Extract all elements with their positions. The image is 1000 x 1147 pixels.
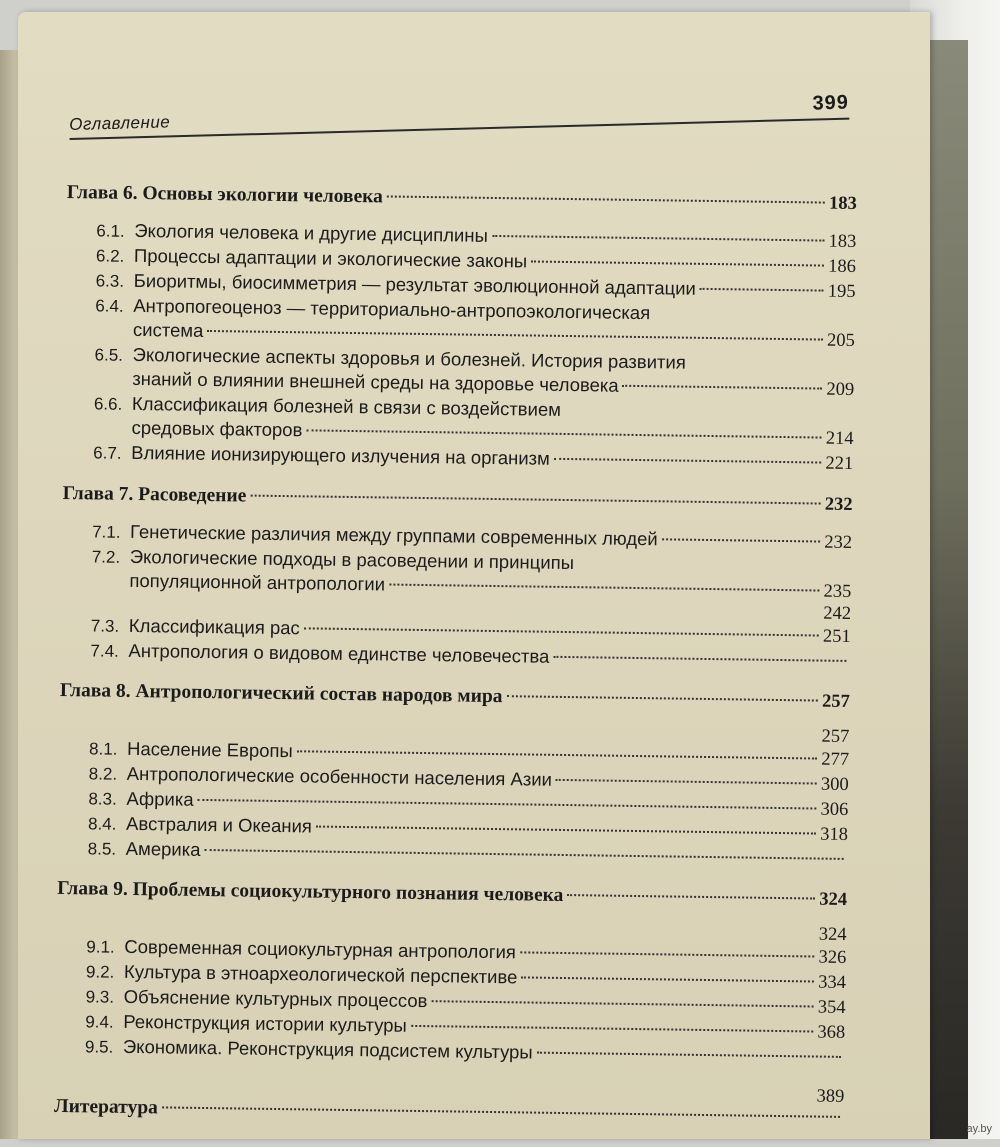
running-title: Оглавление (68, 112, 171, 135)
section-number: 6.2. (95, 246, 125, 266)
dot-leader (198, 799, 817, 810)
dot-leader (700, 288, 824, 292)
section-number-spacer (94, 433, 132, 434)
chapter-title: Глава 9. Проблемы социокультурного познания человека (57, 877, 564, 906)
chapter-title-line (57, 878, 847, 911)
section-number: 7.2. (91, 547, 121, 567)
page-ref: 221 (825, 453, 854, 474)
page-ref: 257 (821, 726, 850, 747)
section-title-cont: средовых факторов (131, 416, 303, 441)
page-number: 399 (812, 91, 850, 115)
page-ref: 232 (824, 532, 853, 553)
section-number: 8.1. (88, 739, 118, 759)
dot-leader (662, 538, 821, 542)
section-number: 6.4. (95, 296, 124, 316)
section-title: Классификация рас (128, 614, 300, 639)
dot-leader (250, 495, 821, 505)
section-number: 8.3. (88, 789, 117, 809)
dot-leader (520, 951, 815, 957)
page-ref: 235 (823, 581, 852, 602)
dot-leader (537, 1052, 841, 1058)
chapter-block (54, 1076, 845, 1129)
chapter-title-line (67, 182, 857, 215)
dot-leader (567, 894, 815, 899)
dot-leader (431, 1000, 813, 1007)
dot-leader (316, 826, 816, 835)
section-number: 6.6. (93, 394, 123, 414)
section-title: Экономика. Реконструкция подсистем культуры (122, 1035, 533, 1063)
section-title: Экологические подходы в расоведении и принципы (129, 545, 575, 574)
section-title: Антропологические особенности населения Азии (126, 762, 553, 790)
page-ref: 324 (818, 924, 847, 945)
section-number: 8.2. (88, 764, 118, 784)
page-ref: 195 (827, 281, 856, 303)
page-ref: 209 (826, 379, 855, 401)
section-number: 9.5. (84, 1037, 114, 1057)
dot-leader (553, 656, 846, 662)
page-ref: 257 (821, 691, 850, 712)
section-number-spacer (91, 586, 129, 587)
section-number: 8.4. (87, 814, 117, 834)
book-page (18, 12, 930, 1139)
section-number: 9.3. (85, 987, 115, 1007)
page-ref: 354 (817, 997, 846, 1018)
dot-leader (389, 584, 820, 592)
section-title: Антропология о видовом единстве человечества (128, 639, 550, 667)
section-title: Австралия и Океания (125, 812, 313, 837)
section-title: Современная социокультурная антропология (124, 935, 517, 963)
section-title: Генетические различия между группами современных людей (130, 520, 658, 550)
page-ref: 334 (818, 972, 847, 993)
section-title: Влияние ионизирующего излучения на организм (131, 441, 550, 469)
chapter-title: Глава 6. Основы экологии человека (66, 181, 384, 208)
chapter-title: Глава 7. Расоведение (62, 482, 247, 507)
page-ref: 214 (825, 428, 854, 449)
section-title: Реконструкция истории культуры (123, 1010, 407, 1036)
dot-leader (554, 458, 822, 464)
section-number: 9.2. (85, 962, 115, 982)
section-number: 6.7. (93, 443, 122, 463)
dot-leader (387, 195, 825, 203)
section-title: Америка (125, 837, 201, 860)
section-title-cont: популяционной антропологии (129, 569, 386, 595)
section-number: 6.1. (96, 221, 125, 241)
section-number-spacer (94, 384, 132, 385)
chapter-title-line (63, 483, 853, 516)
table-of-contents (54, 182, 857, 1129)
dot-leader (623, 385, 823, 390)
section-number: 7.1. (92, 522, 121, 542)
page-ref: 368 (817, 1022, 846, 1043)
page-ref: 242 (823, 603, 852, 624)
page-ref: 277 (821, 749, 850, 770)
chapter-block (63, 182, 857, 476)
page-ref: 183 (828, 193, 857, 215)
dot-leader (306, 429, 821, 438)
running-head (69, 92, 849, 140)
section-title: Антропогеоценоз — территориально-антропоэкологическая (133, 294, 651, 324)
section-number: 9.1. (86, 937, 115, 957)
section-title: Объяснение культурных процессов (123, 985, 428, 1012)
section-title: Экологические аспекты здоровья и болезней. История развития (132, 343, 686, 373)
section-number: 7.3. (90, 616, 120, 636)
page-content (53, 91, 858, 1147)
section-number: 6.3. (95, 271, 125, 291)
page-ref: 251 (822, 626, 851, 647)
dot-leader (556, 779, 817, 785)
chapter-block (55, 878, 847, 1069)
section-number-spacer (95, 335, 133, 336)
page-ref: 389 (816, 1086, 845, 1107)
section-title: Классификация болезней в связи с воздействием (131, 392, 562, 420)
dot-leader (521, 976, 814, 982)
section-number: 8.5. (87, 839, 117, 859)
dot-leader (207, 330, 823, 341)
section-title-cont: знаний о влиянии внешней среды на здоровье человека (132, 367, 619, 396)
section-number: 6.5. (94, 345, 124, 365)
section-title-cont: система (132, 318, 204, 341)
section-title: Африка (126, 787, 194, 810)
section-number: 7.4. (90, 641, 119, 661)
dot-leader (531, 260, 824, 266)
page-ref: 186 (828, 256, 857, 278)
section-title: Культура в этноархеологической перспективе (123, 960, 518, 988)
page-ref: 300 (820, 774, 849, 795)
dot-leader (506, 695, 818, 701)
dot-leader (204, 849, 843, 860)
page-ref: 318 (820, 824, 849, 845)
chapter-block (58, 680, 850, 871)
dot-leader (297, 750, 818, 759)
page-ref: 324 (819, 889, 848, 910)
chapter-title: Глава 8. Антропологический состав народов мира (59, 679, 503, 708)
dot-leader (492, 235, 825, 242)
dot-leader (162, 1106, 840, 1117)
section-title: Биоритмы, биосимметрия — результат эволюционной адаптации (133, 269, 696, 299)
page-ref: 183 (828, 231, 857, 253)
section-number: 9.4. (85, 1012, 114, 1032)
page-ref: 232 (824, 494, 853, 515)
watermark: ay.by (966, 1123, 992, 1135)
section-title: Процессы адаптации и экологические законы (133, 244, 528, 272)
section-title: Население Европы (126, 737, 293, 762)
chapter-title: Литература (53, 1095, 159, 1119)
page-ref: 205 (826, 330, 856, 352)
page-ref: 326 (818, 947, 847, 968)
section-title: Экология человека и другие дисциплины (134, 219, 489, 246)
dot-leader (411, 1025, 814, 1033)
dot-leader (304, 627, 819, 636)
page-ref: 306 (820, 799, 849, 820)
chapter-block (60, 483, 852, 673)
chapter-title-line (60, 680, 850, 713)
